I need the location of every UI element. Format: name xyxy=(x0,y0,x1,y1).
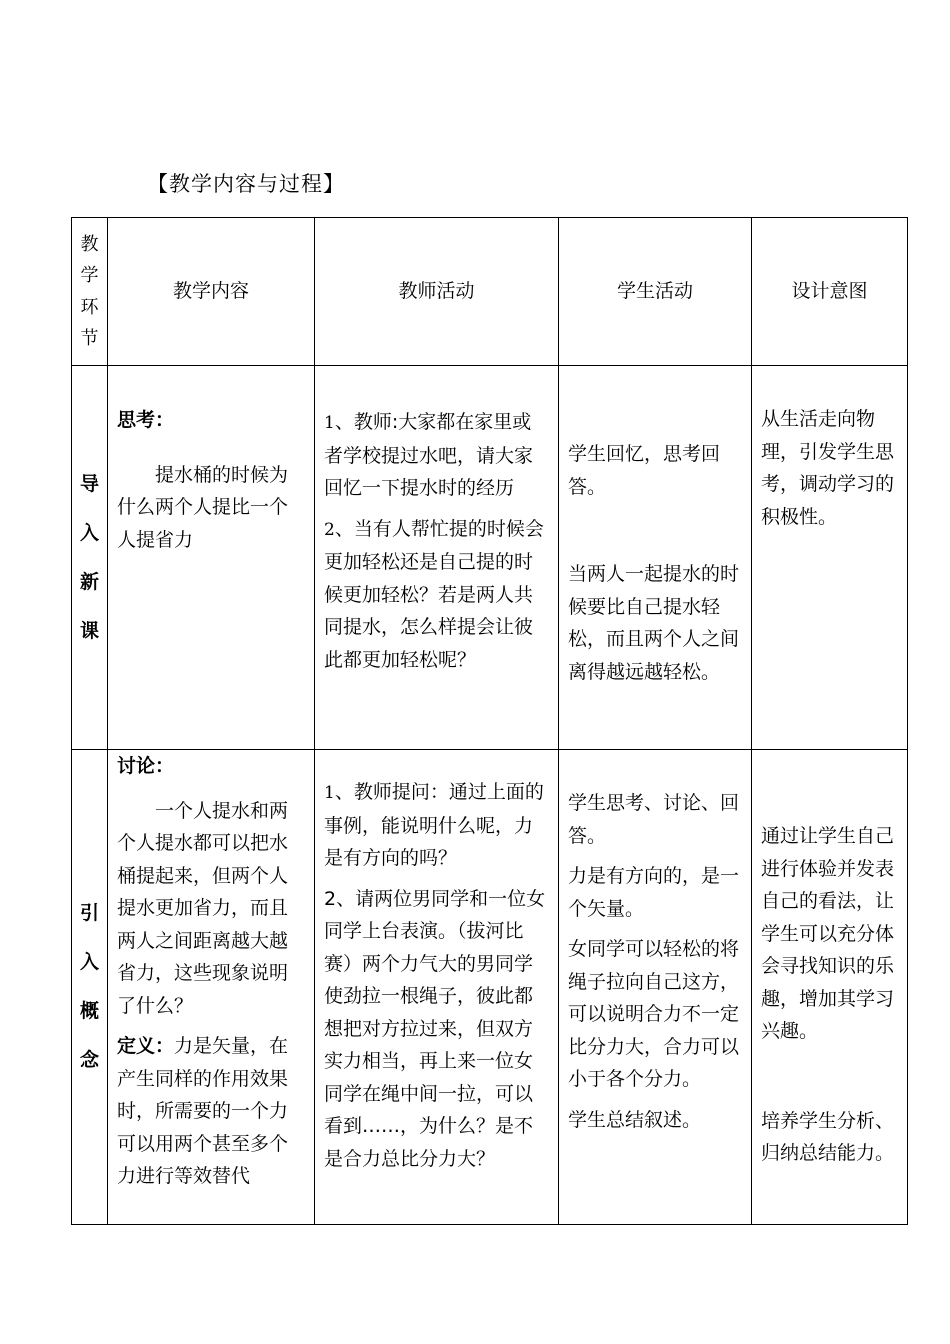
student-cell xyxy=(559,366,752,750)
header-stage-cell xyxy=(72,218,108,366)
design-para: 培养学生分析、归纳总结能力。 xyxy=(761,1109,895,1164)
content-cell xyxy=(108,750,315,1225)
table-header-row xyxy=(72,218,908,366)
teacher-para-text: 、教师提问：通过上面的事例，能说明什么呢，力是有方向的吗？ xyxy=(324,781,544,869)
teacher-cell xyxy=(315,750,559,1225)
teacher-para-text: 、当有人帮忙提的时候会更加轻松还是自己提的时候更加轻松？若是两人共同提水，怎么样提会让彼此都更加轻松呢？ xyxy=(324,517,544,671)
design-cell xyxy=(752,750,908,1225)
design-cell xyxy=(752,366,908,750)
teacher-cell xyxy=(315,366,559,750)
student-para: 当两人一起提水的时候要比自己提水轻松，而且两个人之间离得越远越轻松。 xyxy=(568,563,740,683)
teacher-para xyxy=(324,406,549,505)
header-teacher-cell: 教师活动 xyxy=(315,218,559,366)
design-para: 从生活走向物理，引发学生思考，调动学习的积极性。 xyxy=(761,408,895,528)
think-label: 思考： xyxy=(117,409,175,431)
teacher-para-number: 1 xyxy=(324,783,335,803)
student-para: 学生回忆，思考回答。 xyxy=(568,443,721,498)
section-heading: 【教学内容与过程】 xyxy=(147,172,345,196)
stage-char: 念 xyxy=(79,1049,99,1071)
stage-cell xyxy=(72,366,108,750)
stage-char: 入 xyxy=(79,521,99,544)
stage-char: 引 xyxy=(79,902,99,924)
stage-char: 概 xyxy=(79,1000,99,1022)
student-para: 力是有方向的，是一个矢量。 xyxy=(568,865,740,920)
table-row xyxy=(72,750,908,1225)
table-row xyxy=(72,366,908,750)
header-content-cell: 教学内容 xyxy=(108,218,315,366)
definition-text: 力是矢量，在产生同样的作用效果时，所需要的一个力可以用两个甚至多个力进行等效替代 xyxy=(117,1035,289,1187)
teacher-para xyxy=(324,513,549,677)
teacher-para-text: 、教师:大家都在家里或者学校提过水吧，请大家回忆一下提水时的经历 xyxy=(324,411,534,499)
content-cell xyxy=(108,366,315,750)
content-text: 提水桶的时候为什么两个人提比一个人提省力 xyxy=(117,463,289,551)
header-stage-char: 环 xyxy=(80,296,99,318)
definition-para xyxy=(117,1030,305,1193)
teacher-para-number: 1 xyxy=(324,413,335,433)
header-student-cell: 学生活动 xyxy=(559,218,752,366)
student-cell xyxy=(559,750,752,1225)
student-para: 女同学可以轻松的将绳子拉向自己这方，可以说明合力不一定比分力大，合力可以小于各个分力。 xyxy=(568,938,740,1090)
content-text: 一个人提水和两个人提水都可以把水桶提起来，但两个人提水更加省力，而且两人之间距离越大越省力，这些现象说明了什么？ xyxy=(117,799,289,1017)
header-stage-char: 教 xyxy=(80,233,99,255)
teacher-para-number: 2 xyxy=(324,519,335,540)
definition-label: 定义： xyxy=(117,1035,175,1057)
teacher-para: 2、请两位男同学和一位女同学上台表演。（拔河比赛）两个力气大的男同学使劲拉一根绳子，彼此都想把对方拉过来，但双方实力相当，再上来一位女同学在绳中间一拉，可以看到……，为什么？是不是合力总比分力大？ xyxy=(324,887,546,1170)
header-design-cell: 设计意图 xyxy=(752,218,908,366)
header-stage-char: 学 xyxy=(80,265,99,286)
student-para: 学生总结叙述。 xyxy=(568,1108,702,1131)
design-para: 通过让学生自己进行体验并发表自己的看法，让学生可以充分体会寻找知识的乐趣，增加其学习兴趣。 xyxy=(761,825,895,1042)
stage-char: 课 xyxy=(79,619,99,642)
stage-char: 新 xyxy=(79,570,99,593)
stage-cell xyxy=(72,750,108,1225)
lesson-table xyxy=(71,217,908,1225)
stage-char: 入 xyxy=(79,951,99,973)
stage-char: 导 xyxy=(79,472,99,495)
teacher-para xyxy=(324,776,549,875)
student-para: 学生思考、讨论、回答。 xyxy=(568,792,740,847)
discuss-label: 讨论： xyxy=(117,755,175,777)
header-stage-char: 节 xyxy=(80,328,99,349)
